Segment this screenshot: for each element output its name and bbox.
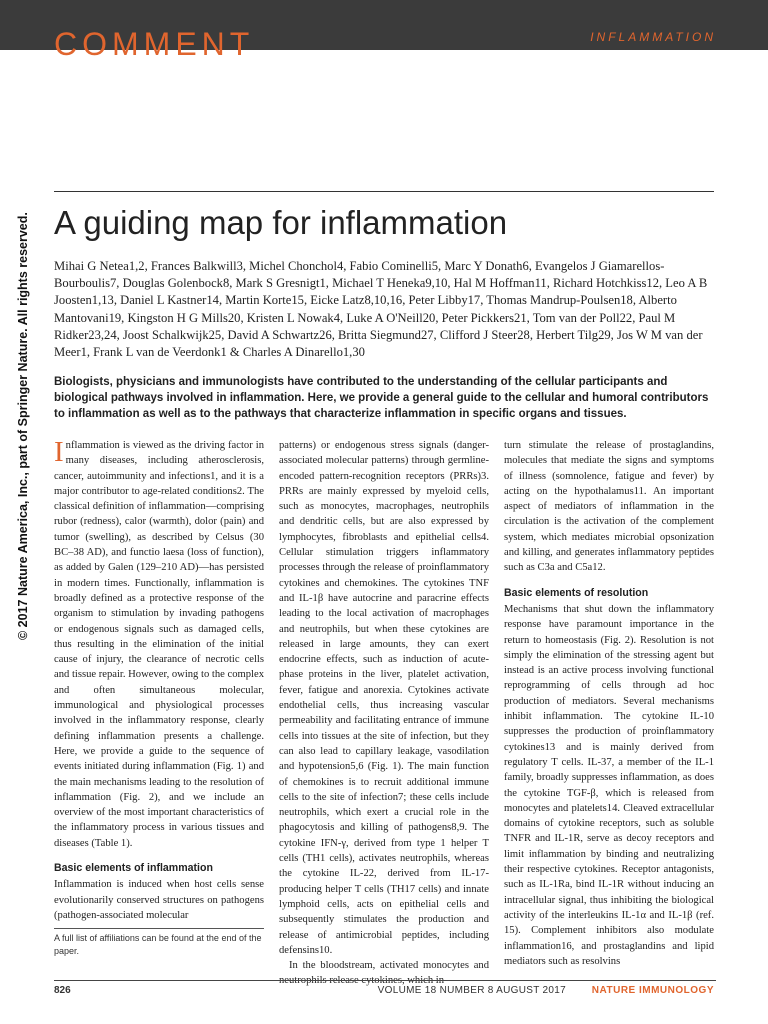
body-column-2: [279, 438, 489, 989]
paragraph: Mechanisms that shut down the inflammatory response have paramount importance in the return to homeostasis (Fig. 2). Resolution is not simply the elimination of the stressing agent but instead is an active process involving functional reprogramming of cells through ad hoc production of mediators. Several mechanisms inhibit inflammation. The cytokine IL-10 suppresses the production of proinflammatory cytokines13 and is mainly derived from regulatory T cells. IL-37, a member of the IL-1 family, broadly suppresses inflammation, as does the cytokine TGF-β, which is released from monocytes and platelets14. Cleaved extracellular domains of cytokine receptors, such as soluble TNFR and IL-1R, serve as decoy receptors and limit inflammation by binding and neutralizing their respective cytokines. Receptor antagonists, such as IL-1Ra, bind IL-1R without inducing an intracellular signal, thus inhibiting the biological activity of the interleukins IL-1α and IL-1β (ref. 15). Complement inhibitors also modulate inflammation16, and prostaglandins and lipid mediators such as resolvins: [504, 603, 714, 967]
paragraph: In the bloodstream, activated monocytes and: [289, 960, 489, 972]
paragraph: turn stimulate the release of prostaglandins, molecules that mediate the signs and symptoms of illness (somnolence, fatigue and fever) by acting on the hypothalamus11. An important aspect of mediators of inflammation in the circulation is the activation of the complement system, which mediates microbial opsonization and killing, and generates inflammatory peptides such as C3a and C5a12.: [504, 440, 714, 574]
body-column-3: [504, 438, 714, 969]
header-rule: [54, 191, 714, 192]
issue-info: VOLUME 18 NUMBER 8 AUGUST 2017: [377, 985, 566, 996]
abstract: Biologists, physicians and immunologists have contributed to the understanding of the cellular participants and biological pathways involved in inflammation. Here, we provide a general guide to the cellular and humoral contributors to inflammation as well as to the pathways that characterize inflammation in specific organs and tissues.: [54, 376, 709, 420]
page-number: 826: [54, 985, 71, 996]
author-list: Mihai G Netea1,2, Frances Balkwill3, Michel Chonchol4, Fabio Cominelli5, Marc Y Donath6, Evangelos J Giamarellos-Bourboulis7, Douglas Golenbock8, Mark S Gresnigt1, Michael T Heneka9,10, Hal M Hoffman11, Richard Hotchkiss12, Leo A B Joosten1,13, Daniel L Kastner14, Martin Korte15, Eicke Latz8,10,16, Peter Libby17, Thomas Mandrup-Poulsen18, Alberto Mantovani19, Kingston H G Mills20, Kristen L Nowak4, Luke A O'Neill20, Peter Pickkers21, Tom van der Poll22, Paul M Ridker23,24, Joost Schalkwijk25, David A Schwartz26, Britta Siegmund27, Clifford J Steer28, Herbert Tilg29, Jos W M van der Meer1, Frank L van de Veerdonk1 & Charles A Dinarello1,30: [54, 259, 708, 360]
paragraph: patterns) or endogenous stress signals (danger-associated molecular patterns) through germline-encoded pattern-recognition receptors (PRRs)3. PRRs are mainly expressed by myeloid cells, such as monocytes, macrophages, neutrophils and dendritic cells, but are also expressed by lymphocytes, fibroblasts and epithelial cells4. Cellular stimulation triggers inflammatory processes through the release of proinflammatory cytokines and chemokines. The cytokines TNF and IL-1β have autocrine and paracrine effects leading to the local activation of macrophages and neutrophils, but when these cytokines are released in large amounts, they can exert endocrine effects, such as induction of acute-phase proteins in the liver, platelet activation, fever, fatigue and anorexia. Cytokines activate endothelial cells, thus increasing vascular permeability and facilitating entrance of immune cells into tissues at the site of infection, but they can also lead to capillary leakage, vasodilation and hypotension5,6 (Fig. 1). The main function of chemokines is to recruit additional immune cells to the site of infection7; these cells include neutrophils, which exert a crucial role in the phagocytosis and killing of pathogens8,9. The cytokine IFN-γ, derived from type 1 helper T cells (TH1 cells), activates neutrophils, whereas the cytokine IL-22, derived from IL-17-producing helper T cells (TH17 cells) and innate lymphoid cells, acts on epithelial cells and subsequently stimulates the production and release of antimicrobial peptides, including defensins10.: [279, 440, 489, 956]
subheading: Basic elements of resolution: [504, 586, 649, 599]
paragraph: nflammation is viewed as the driving factor in many diseases, including atherosclerosis, cancer, autoimmunity and infections1, and it is a major contributor to age-related conditions2. The classical definition of inflammation—comprising rubor (redness), calor (warmth), dolor (pain) and tumor (swelling), as described by Celsus (30 BC–38 AD), and functio laesa (loss of function), as added by Galen (129–210 AD)—has persisted in modern times. Functionally, inflammation is broadly defined as a protective response of the organism to stimulation by invading pathogens or endogenous signals such as damaged cells, thus resulting in the elimination of the initial cause of injury, the clearance of necrotic cells and tissue repair. However, owing to the complex and often simultaneous molecular, immunological and physiological processes involved in the inflammatory response, clearly defining inflammation presents a challenge. Here, we provide a guide to the sequence of events initiated during inflammation (Fig. 1) and the main mechanisms leading to the resolution of inflammation (Fig. 2), and we include an overview of the most important characteristics of the inflammatory process in various tissues and diseases (Table 1).: [54, 440, 264, 849]
category-label: INFLAMMATION: [590, 30, 716, 44]
subheading: Basic elements of inflammation: [54, 862, 213, 875]
body-column-1: [54, 438, 264, 923]
journal-name: NATURE IMMUNOLOGY: [591, 985, 714, 996]
article-title: A guiding map for inflammation: [54, 204, 508, 241]
paragraph: Inflammation is induced when host cells sense evolutionarily conserved structures on pathogens (pathogen-associated molecular: [54, 879, 264, 921]
section-label: COMMENT: [54, 26, 255, 62]
copyright-notice: © 2017 Nature America, Inc., part of Springer Nature. All rights reserved.: [16, 212, 30, 640]
footer-rule: [54, 980, 716, 981]
drop-cap: I: [54, 436, 64, 468]
affiliation-footnote: A full list of affiliations can be found at the end of the paper.: [54, 928, 264, 958]
